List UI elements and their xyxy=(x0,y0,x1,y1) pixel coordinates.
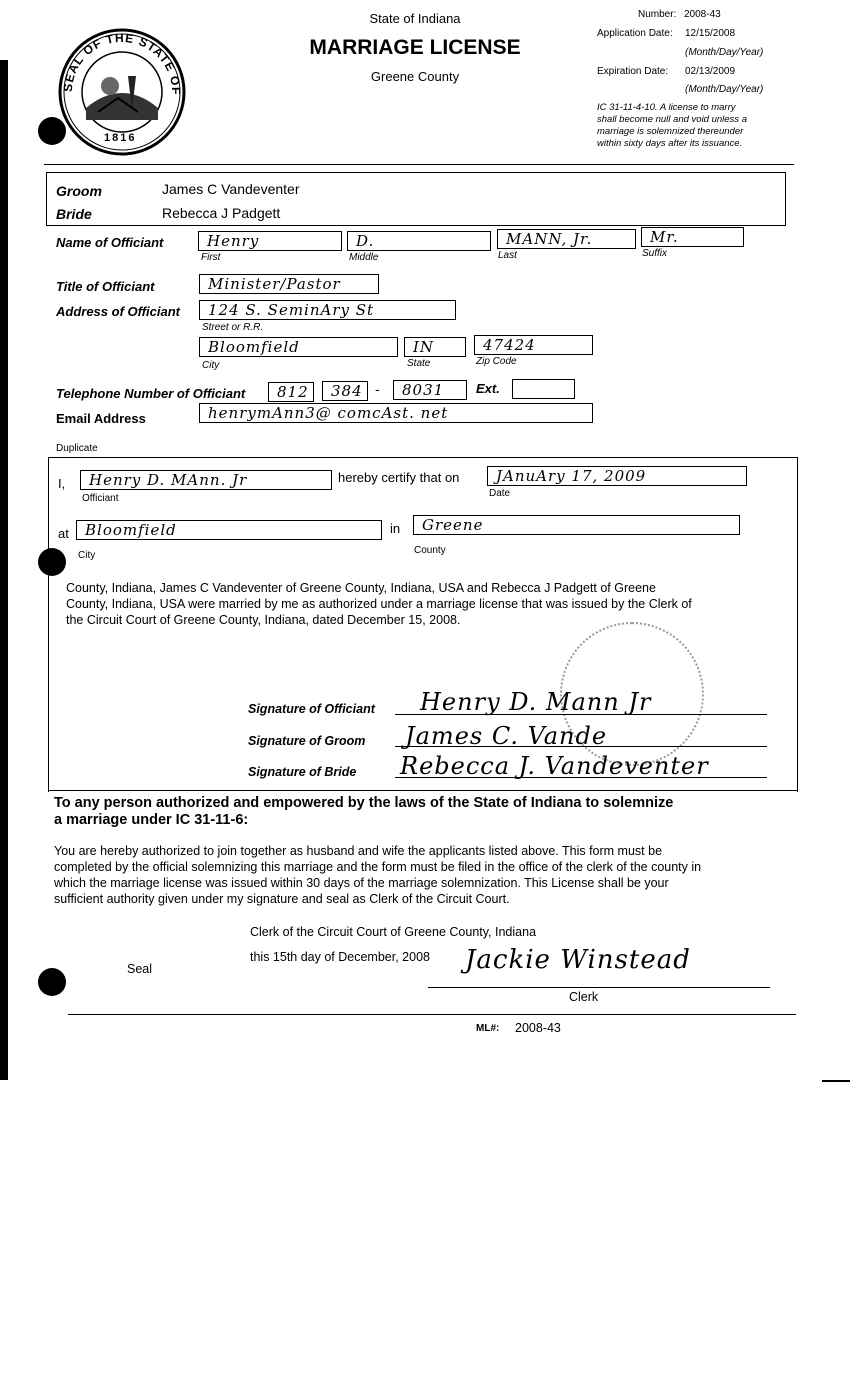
street-sublabel: Street or R.R. xyxy=(202,322,264,333)
officiant-last: MANN, Jr. xyxy=(506,230,593,248)
state-seal xyxy=(58,28,186,156)
officiant-state: IN xyxy=(413,338,435,356)
application-date: 12/15/2008 xyxy=(685,28,736,39)
certificate-bottom-line xyxy=(48,790,798,791)
in-label: in xyxy=(390,521,401,536)
sig-officiant: Henry D. Mann Jr xyxy=(420,688,652,716)
officiant-middle: D. xyxy=(356,232,375,250)
date-format-hint: (Month/Day/Year) xyxy=(685,84,764,95)
date-format-hint: (Month/Day/Year) xyxy=(685,47,764,58)
county-sublabel: County xyxy=(414,545,446,556)
at-label: at xyxy=(58,526,69,541)
punch-hole-bottom xyxy=(38,968,66,996)
officiant-state-field[interactable] xyxy=(404,337,466,357)
officiant-last-field[interactable] xyxy=(497,229,636,249)
duplicate-label: Duplicate xyxy=(56,443,98,454)
bride-label: Bride xyxy=(56,206,92,222)
phone-area-field[interactable] xyxy=(268,382,314,402)
license-number-label: Number: xyxy=(638,9,677,20)
first-sublabel: First xyxy=(201,252,221,263)
officiant-zip-field[interactable] xyxy=(474,335,593,355)
cert-date-field[interactable] xyxy=(487,466,747,486)
statute-note: IC 31-11-4-10. A license to marry shall become null and void unless a marriage is solemnized thereunder within sixty days after its issuance. xyxy=(597,102,747,149)
clerk-signature: Jackie Winstead xyxy=(465,945,691,975)
city-sublabel: City xyxy=(78,550,96,561)
cert-city-field[interactable] xyxy=(76,520,382,540)
officiant-title: Minister/Pastor xyxy=(208,275,341,293)
clerk-heading: Clerk of the Circuit Court of Greene County, Indiana xyxy=(250,925,537,939)
license-number: 2008-43 xyxy=(684,9,721,20)
date-sublabel: Date xyxy=(489,488,511,499)
sig-officiant-label: Signature of Officiant xyxy=(248,702,375,716)
email-value: henrymAnn3@ comcAst. net xyxy=(208,404,449,422)
email-field[interactable] xyxy=(199,403,593,423)
page-title: MARRIAGE LICENSE xyxy=(309,36,521,59)
officiant-title-field[interactable] xyxy=(199,274,379,294)
email-label: Email Address xyxy=(56,411,146,426)
expiration-date-label: Expiration Date: xyxy=(597,66,669,77)
middle-sublabel: Middle xyxy=(349,252,379,263)
sig-bride-label: Signature of Bride xyxy=(248,765,357,779)
sig-groom: James C. Vande xyxy=(405,722,608,750)
cert-date: JAnuAry 17, 2009 xyxy=(496,467,647,485)
cert-city: Bloomfield xyxy=(85,521,177,539)
officiant-street: 124 S. SeminAry St xyxy=(208,301,375,319)
phone-prefix: 384 xyxy=(331,382,363,400)
scan-mark-right xyxy=(822,1080,850,1082)
expiration-date: 02/13/2009 xyxy=(685,66,736,77)
bride-name: Rebecca J Padgett xyxy=(162,205,281,221)
officiant-title-label: Title of Officiant xyxy=(56,279,155,294)
officiant-first: Henry xyxy=(207,232,260,250)
city-sublabel: City xyxy=(202,360,220,371)
officiant-zip: 47424 xyxy=(483,336,536,354)
scan-edge-left xyxy=(0,60,8,1080)
officiant-first-field[interactable] xyxy=(198,231,342,251)
officiant-suffix: Mr. xyxy=(650,228,679,246)
authorization-heading: To any person authorized and empowered by the laws of the State of Indiana to solemnize a marriage under IC 31-11-6: xyxy=(54,795,674,828)
date-line: this 15th day of December, 2008 xyxy=(250,950,430,964)
officiant-city: Bloomfield xyxy=(208,338,300,356)
couple-box xyxy=(46,172,786,226)
phone-line-field[interactable] xyxy=(393,380,467,400)
ml-number: 2008-43 xyxy=(515,1021,561,1035)
phone-dash: - xyxy=(375,381,380,397)
county-name: Greene County xyxy=(370,69,460,84)
last-sublabel: Last xyxy=(498,250,517,261)
cert-officiant-field[interactable] xyxy=(80,470,332,490)
certificate-body: County, Indiana, James C Vandeventer of Greene County, Indiana, USA and Rebecca J Padgett of Greene County, Indiana, USA were married by me as authorized under a marriage license that was issued by the Clerk of the Circuit Court of Greene County, Indiana, dated December 15, 2008. xyxy=(66,581,692,627)
groom-label: Groom xyxy=(56,183,102,199)
officiant-middle-field[interactable] xyxy=(347,231,491,251)
phone-area: 812 xyxy=(277,383,309,401)
clerk-sig-line xyxy=(428,987,770,988)
clerk-label: Clerk xyxy=(569,990,599,1004)
phone-label: Telephone Number of Officiant xyxy=(56,386,246,401)
sig-bride: Rebecca J. Vandeventer xyxy=(400,752,709,780)
cert-county-field[interactable] xyxy=(413,515,740,535)
header-divider xyxy=(44,164,794,165)
svg-text:SEAL OF THE STATE OF INDIANA: SEAL OF THE STATE OF xyxy=(60,30,184,96)
seal-label: Seal xyxy=(127,962,153,976)
certify-text: hereby certify that on xyxy=(338,470,460,485)
state-sublabel: State xyxy=(407,358,431,369)
i-label: I, xyxy=(58,476,66,491)
phone-ext-field[interactable] xyxy=(512,379,575,399)
phone-line: 8031 xyxy=(402,381,445,399)
authorization-body: You are hereby authorized to join together as husband and wife the applicants listed above. This form must be completed by the official solemnizing this marriage and the form must be filed in the office of the clerk of the county in which the marriage license was issued within 30 days of the marriage solemnization. This License shall be your sufficient authority given under my signature and seal as Clerk of the Circuit Court. xyxy=(54,844,702,906)
officiant-sublabel: Officiant xyxy=(82,493,119,504)
sig-groom-label: Signature of Groom xyxy=(248,734,366,748)
application-date-label: Application Date: xyxy=(597,28,673,39)
zip-sublabel: Zip Code xyxy=(476,356,517,367)
suffix-sublabel: Suffix xyxy=(642,248,668,259)
officiant-name-label: Name of Officiant xyxy=(56,235,164,250)
seal-year: 1816 xyxy=(104,132,137,144)
footer-divider xyxy=(68,1014,796,1015)
state-name: State of Indiana xyxy=(369,11,461,26)
ext-label: Ext. xyxy=(476,381,500,396)
officiant-address-label: Address of Officiant xyxy=(56,304,181,319)
cert-officiant: Henry D. MAnn. Jr xyxy=(89,471,248,489)
cert-county: Greene xyxy=(422,516,484,534)
groom-name: James C Vandeventer xyxy=(162,181,300,197)
ml-label: ML#: xyxy=(476,1023,500,1034)
officiant-street-field[interactable] xyxy=(199,300,456,320)
officiant-suffix-field[interactable] xyxy=(641,227,744,247)
phone-prefix-field[interactable] xyxy=(322,381,368,401)
officiant-city-field[interactable] xyxy=(199,337,398,357)
